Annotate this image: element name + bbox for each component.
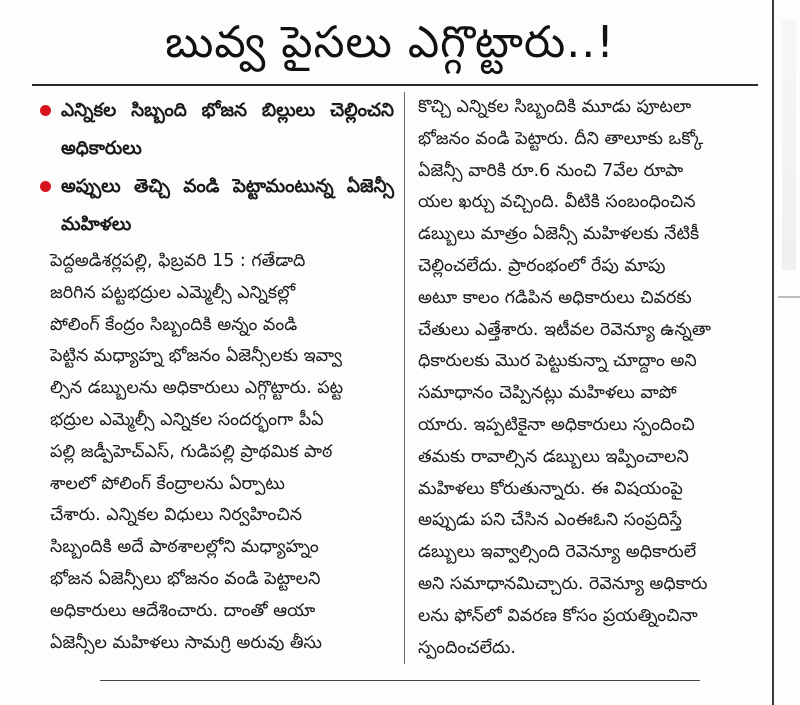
right-border-rule <box>772 0 774 705</box>
text-line: తమకు రావాల్సిన డబ్బులు ఇప్పించాలని <box>418 446 689 467</box>
text-line: చేతులు ఎత్తేశారు. ఇటీవల రెవెన్యూ ఉన్నతా <box>418 319 711 340</box>
text-line: కొచ్చి ఎన్నికల సిబ్బందికి మూడు పూటలా <box>418 97 692 117</box>
red-bullet-icon <box>40 105 51 116</box>
text-line: యారు. ఇప్పటికైనా అధికారులు స్పందించి <box>418 414 695 435</box>
text-line: ఏజెన్సీ వారికి రూ.6 నుంచి 7వేల రూపా <box>418 160 684 181</box>
text-line: అని సమాధానమిచ్చారు. రెవెన్యూ అధికారు <box>418 573 708 594</box>
text-line: డబ్బులు మాత్రం ఏజెన్సీ మహిళలకు నేటికీ <box>418 224 700 245</box>
text-line: యల ఖర్చు వచ్చింది. వీటికి సంబంధించిన <box>418 192 696 213</box>
text-line: సిబ్బందికి అదే పాఠశాలల్లోని మధ్యాహ్నం <box>50 537 319 558</box>
text-line: లను ఫోన్‌లో వివరణ కోసం ప్రయత్నించినా <box>418 605 698 626</box>
text-line: భోజన ఏజెన్సీలు భోజనం వండి పెట్టాలని <box>50 568 321 589</box>
text-line: భోజనం వండి పెట్టారు. దీని తాలూకు ఒక్కో <box>418 128 704 149</box>
headline-underline <box>32 84 758 86</box>
text-line: అప్పుడు పని చేసిన ఎంఈఓని సంప్రదిస్తే <box>418 510 682 531</box>
highlight-1-text: ఎన్నికల సిబ్బంది భోజన బిల్లులు చెల్లించని అధికారులు <box>61 100 394 159</box>
right-margin-mark <box>778 296 800 298</box>
text-line: శాలలో పోలింగ్ కేంద్రాలను ఏర్పాటు <box>50 473 285 494</box>
left-column <box>36 92 394 659</box>
text-line: పల్లి జడ్పీహెచ్ఎస్, గుడిపల్లి ప్రాథమిక పాఠ <box>50 441 333 462</box>
text-line: పెద్దఅడిశర్లపల్లి, ఫిబ్రవరి 15 : గతేడాది <box>50 251 306 271</box>
column-divider <box>404 92 405 664</box>
left-body-text <box>36 246 394 659</box>
text-line: స్పందించలేదు. <box>418 637 516 658</box>
highlight-2 <box>36 168 394 244</box>
text-line: డబ్బులు ఇవ్వాల్సింది రెవెన్యూ అధికారులే <box>418 542 697 563</box>
adjacent-page-strip <box>782 20 796 270</box>
highlight-2-text: అప్పులు తెచ్చి వండి పెట్టామంటున్న ఏజెన్సీ మహిళలు <box>61 176 394 235</box>
text-line: పోలింగ్ కేంద్రం సిబ్బందికి అన్నం వండి <box>50 314 298 335</box>
text-line: భద్రుల ఎమ్మెల్సీ ఎన్నికల సందర్భంగా పీఏ <box>50 409 324 430</box>
footer-rule <box>100 680 700 681</box>
text-line: సమాధానం చెప్పినట్లు మహిళలు వాపో <box>418 383 677 404</box>
text-line: మహిళలు కోరుతున్నారు. ఈ విషయంపై <box>418 478 683 499</box>
text-line: ఏజెన్సీల మహిళలు సామగ్రి అరువు తీసు <box>50 632 322 653</box>
text-line: చెల్లించలేదు. ప్రారంభంలో రేపు మాపు <box>418 255 666 276</box>
highlight-1 <box>36 92 394 168</box>
red-bullet-icon <box>40 181 51 192</box>
text-line: ధికారులకు మొర పెట్టుకున్నా చూద్దాం అని <box>418 351 697 372</box>
headline: బువ్వ పైసలు ఎగ్గొట్టారు..! <box>165 17 615 68</box>
text-line: ల్సిన డబ్బులను అధికారులు ఎగ్గొట్టారు. పట్ట <box>50 378 344 399</box>
text-line: పెట్టిన మధ్యాహ్న భోజనం ఏజెన్సీలకు ఇవ్వా <box>50 346 342 367</box>
text-line: జరిగిన పట్టభద్రుల ఎమ్మెల్సీ ఎన్నికల్లో <box>50 282 296 303</box>
text-line: చేశారు. ఎన్నికల విధులు నిర్వహించిన <box>50 505 303 526</box>
text-line: అటూ కాలం గడిపిన అధికారులు చివరకు <box>418 287 692 308</box>
right-column <box>418 92 758 664</box>
text-line: అధికారులు ఆదేశించారు. దాంతో ఆయా <box>50 600 316 621</box>
